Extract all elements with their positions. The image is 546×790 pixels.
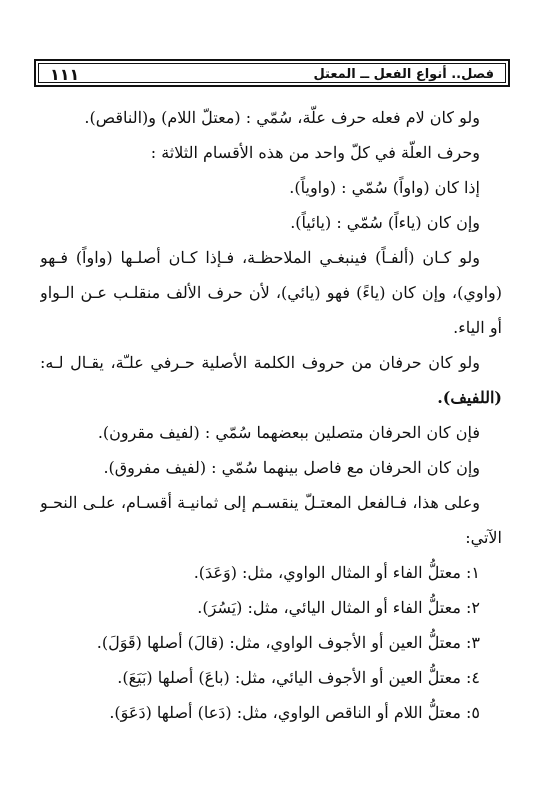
text-line: (واوي)، وإن كان (ياءً) فهو (يائي)، لأن حرف الألف منقلـب عـن الـواو — [40, 283, 502, 302]
page-body — [40, 100, 502, 730]
list-item: ٤: معتلُّ العين أو الأجوف اليائي، مثل: (باعَ) أصلها (بَيَعَ). — [117, 668, 480, 687]
text-line: إذا كان (واواً) سُمّي : (واوياً). — [289, 178, 480, 197]
text-line: الآتي: — [465, 528, 502, 547]
header-title: فصل.. أنواع الفعل ــ المعتل — [313, 67, 494, 82]
list-item: ٢: معتلُّ الفاء أو المثال اليائي، مثل: (يَسُرَ). — [197, 598, 480, 617]
text-line: فإن كان الحرفان متصلين ببعضهما سُمّي : (لفيف مقرون). — [97, 423, 480, 442]
text-line: ولو كـان (ألفـاً) فينبغـي الملاحظـة، فـإذا كـان أصلـها (واواً) فـهو — [40, 248, 480, 267]
list-item: ١: معتلُّ الفاء أو المثال الواوي، مثل: (وَعَدَ). — [193, 563, 480, 582]
text-line: وحرف العلّة في كلّ واحد من هذه الأقسام الثلاثة : — [150, 143, 480, 162]
list-item: ٥: معتلُّ اللام أو الناقص الواوي، مثل: (دَعا) أصلها (دَعَوَ). — [109, 703, 480, 722]
page-number: ١١١ — [50, 65, 80, 84]
text-line: وإن كان الحرفان مع فاصل بينهما سُمّي : (لفيف مفروق). — [103, 458, 480, 477]
text-line: أو الياء. — [453, 318, 502, 337]
list-item: ٣: معتلُّ العين أو الأجوف الواوي، مثل: (قالَ) أصلها (قَوَلَ). — [96, 633, 480, 652]
text-line: وعلى هذا، فـالفعل المعتـلّ ينقسـم إلى ثمانيـة أقسـام، علـى النحـو — [40, 493, 480, 512]
term-lafif: (اللفيف). — [437, 388, 502, 407]
text-line — [40, 380, 502, 415]
text-line: ولو كان حرفان من حروف الكلمة الأصلية حـرفي علـّة، يقـال لـه: — [40, 353, 480, 372]
page-header — [34, 59, 510, 87]
text-line: وإن كان (ياءاً) سُمّي : (يائياً). — [290, 213, 480, 232]
text-line: ولو كان لام فعله حرف علّة، سُمّي : (معتلّ اللام) و(الناقص). — [84, 108, 480, 127]
